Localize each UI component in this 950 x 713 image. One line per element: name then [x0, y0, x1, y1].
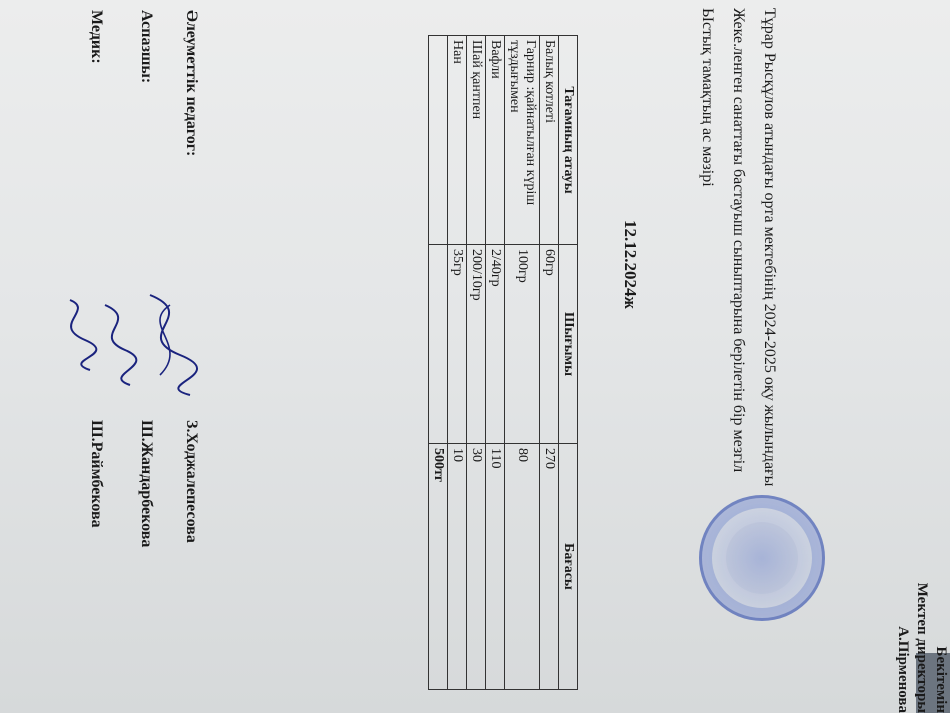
signatory-name: Ш.Жандарбекова — [138, 420, 155, 548]
price-cell: 110 — [486, 444, 505, 690]
table-row — [540, 36, 559, 690]
header-price: Бағасы — [559, 444, 578, 690]
approval-label: Бекітемін — [933, 646, 949, 713]
signatory-role: Әлеуметтік педагог: — [183, 10, 200, 157]
table-header-row — [559, 36, 578, 690]
table-row — [467, 36, 486, 690]
table-row — [505, 36, 540, 690]
approval-name: А.Пірменова — [895, 626, 911, 713]
dish-cell: Нан — [448, 36, 467, 245]
dish-cell: Шай қантпен — [467, 36, 486, 245]
dish-cell — [429, 36, 448, 245]
category-line: Жеке.ленген санаттағы бастауыш сыныптарына берілетін бір мезгіл — [730, 8, 747, 473]
dish-cell: Вафли — [486, 36, 505, 245]
approval-block — [893, 500, 950, 713]
signatory-name: З.Ходжалепесова — [183, 420, 200, 543]
menu-table — [428, 35, 578, 690]
yield-cell: 35гр — [448, 245, 467, 444]
dish-cell: Балық котлеті — [540, 36, 559, 245]
dish-cell: Гарнир :қайнатылған күріш тұздығымен — [505, 36, 540, 245]
yield-cell: 2/40гр — [486, 245, 505, 444]
price-cell: 270 — [540, 444, 559, 690]
yield-cell — [429, 245, 448, 444]
signatory-role: Медик: — [88, 10, 105, 64]
handwritten-signature — [45, 295, 100, 375]
signatory-name: Ш.Раймбекова — [88, 420, 105, 528]
signatory-role: Аспазшы: — [138, 10, 155, 84]
school-line: Тұрар Рысқұлов атындағы орта мектебінің 2024-2025 оқу жылындағы — [761, 8, 778, 487]
yield-cell: 60гр — [540, 245, 559, 444]
menu-title: Ыстық тамақтың ас мәзірі — [699, 8, 716, 187]
total-price-cell: 500тг — [429, 444, 448, 690]
price-cell: 80 — [505, 444, 540, 690]
price-cell: 10 — [448, 444, 467, 690]
table-row — [448, 36, 467, 690]
document-heading — [687, 8, 780, 628]
yield-cell: 100гр — [505, 245, 540, 444]
table-total-row — [429, 36, 448, 690]
approval-position: Мектеп директоры — [914, 582, 930, 713]
menu-date: 12.12.2024ж — [621, 220, 640, 309]
price-cell: 30 — [467, 444, 486, 690]
header-dish: Тағамның атауы — [559, 36, 578, 245]
yield-cell: 200/10гр — [467, 245, 486, 444]
table-row — [486, 36, 505, 690]
header-yield: Шығымы — [559, 245, 578, 444]
